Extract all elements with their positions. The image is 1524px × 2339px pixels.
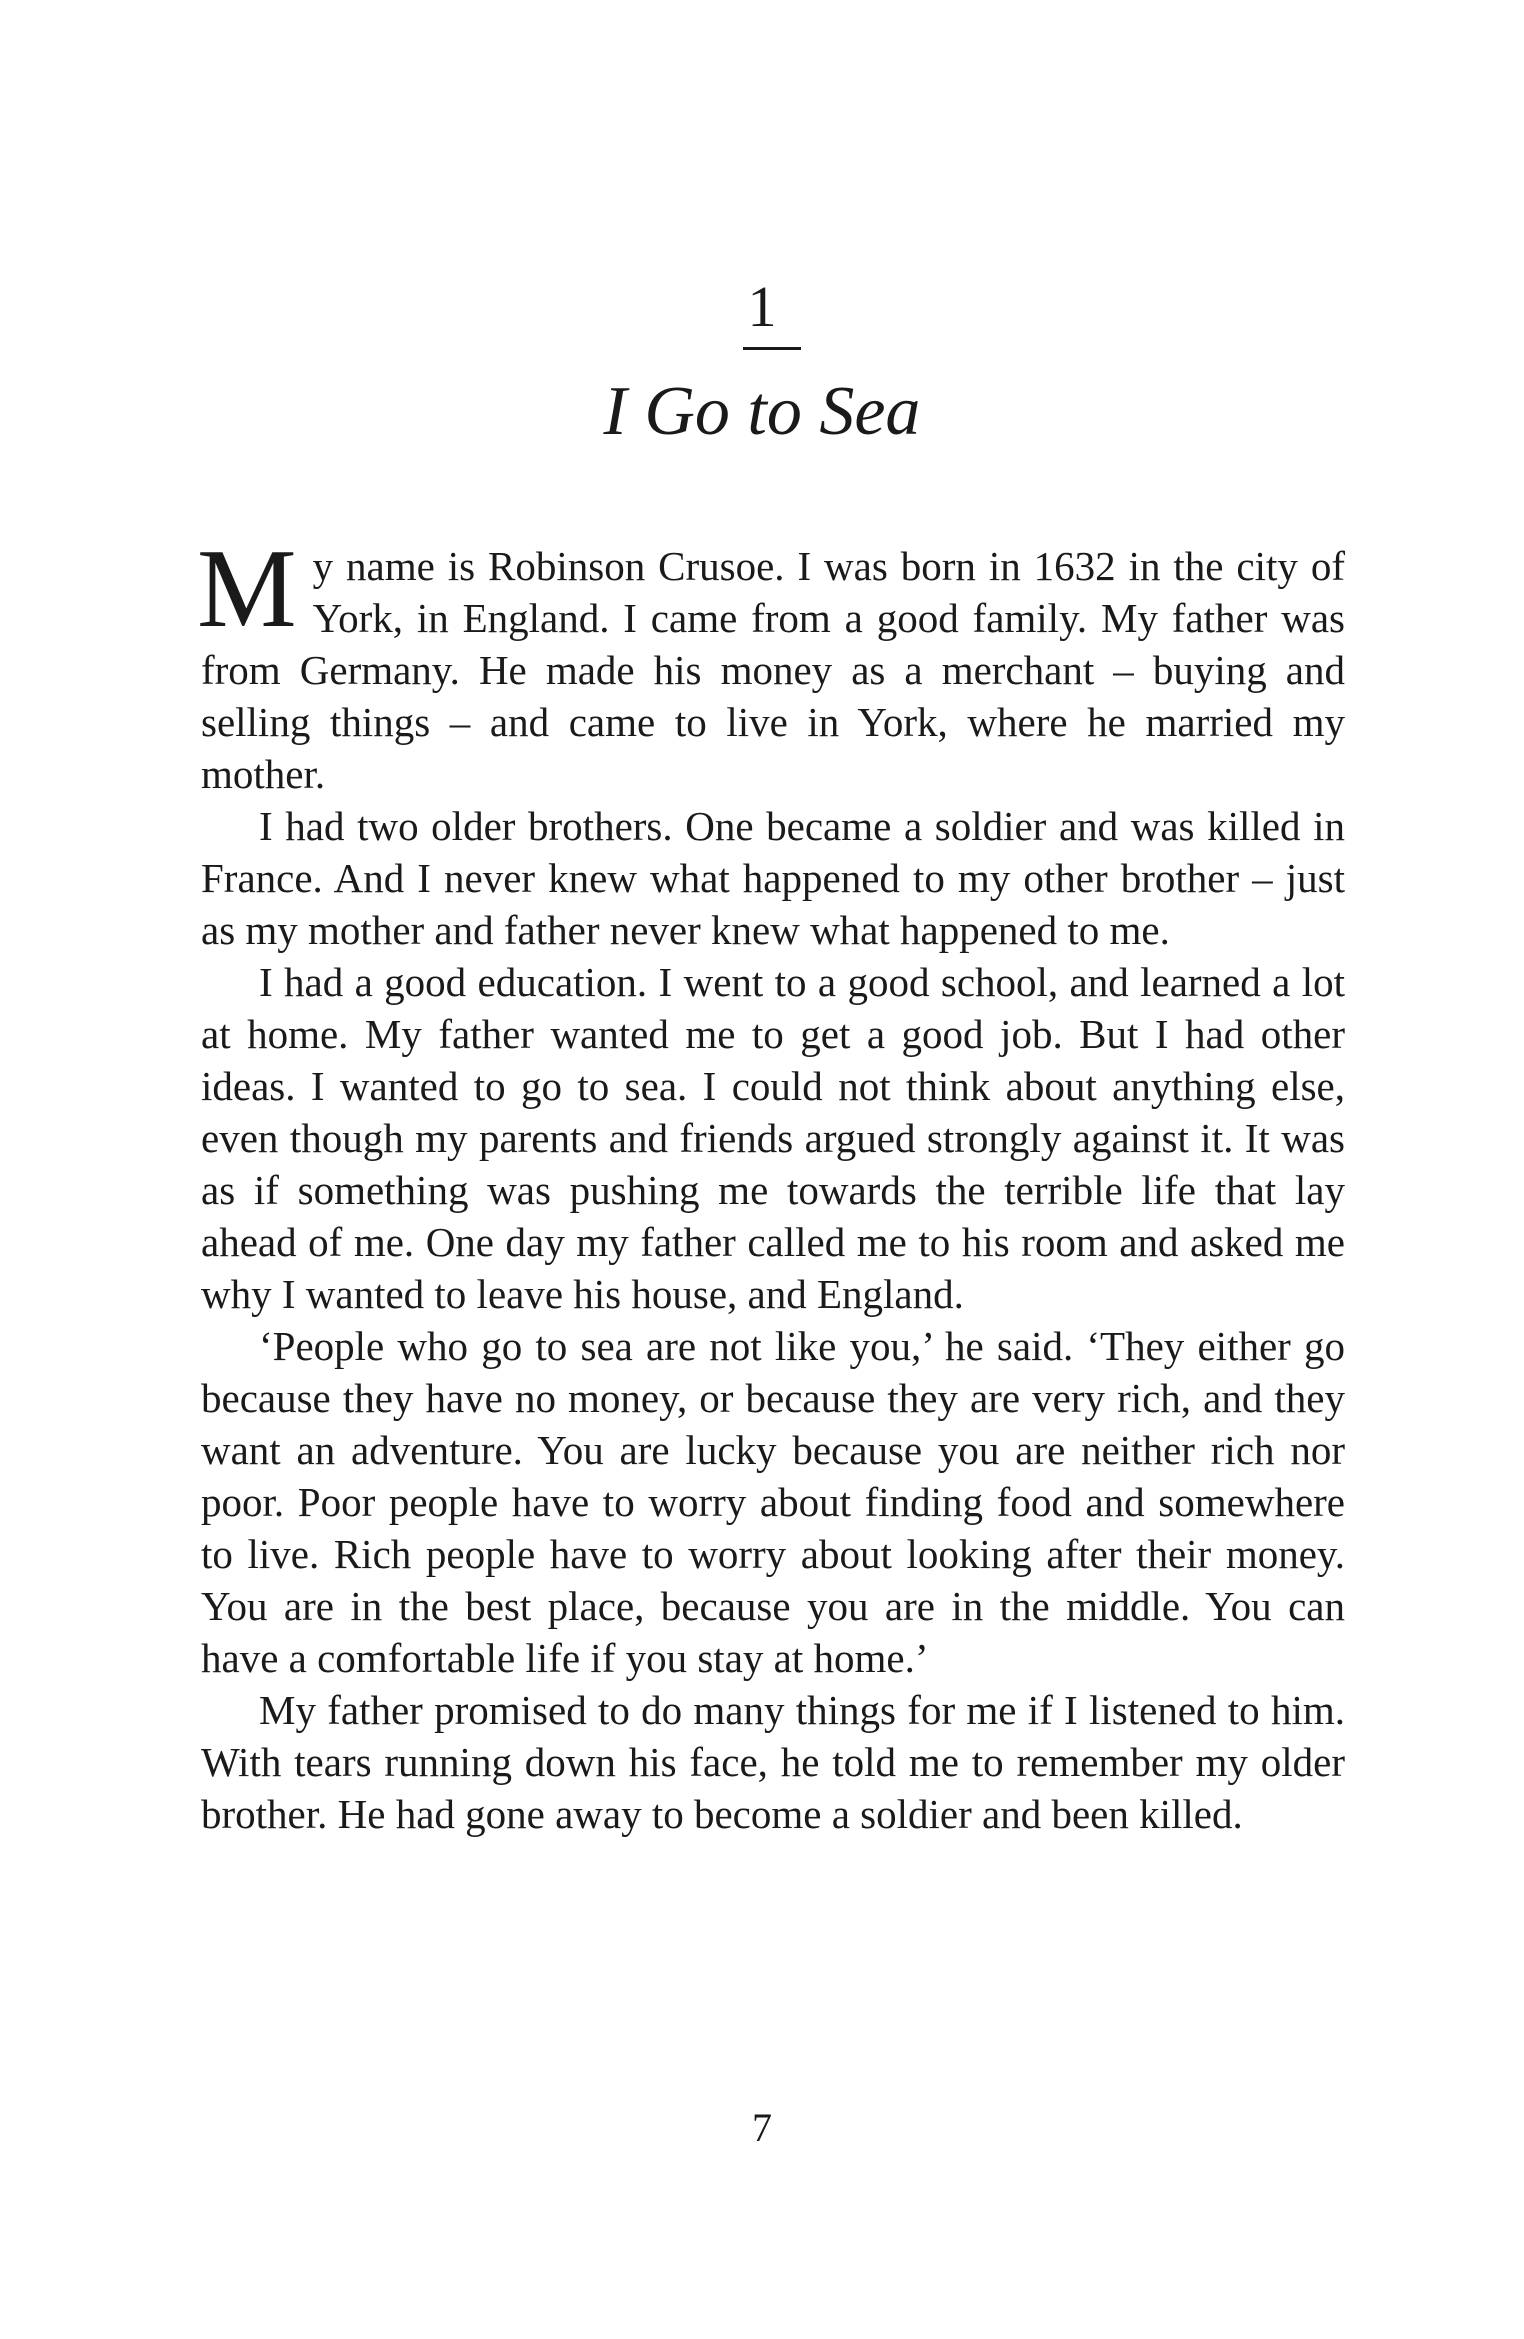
paragraph-1-text: y name is Robinson Crusoe. I was born in 1632 in the city of York, in England. I came from a good family. My father was from Germany. He made his money as a merchant – buying and selling things – and came to live in York, where he married my mother. bbox=[201, 543, 1345, 797]
paragraph-4: ‘People who go to sea are not like you,’ he said. ‘They either go because they have no money, or because they are very rich, and they want an adventure. You are lucky because you are neither rich nor poor. Poor people have to worry about finding food and somewhere to live. Rich people have to worry about looking after their money. You are in the best place, because you are in the middle. You can have a comfortable life if you stay at home.’ bbox=[201, 1323, 1345, 1681]
paragraph-1 bbox=[197, 527, 1345, 800]
paragraph-5: My father promised to do many things for me if I listened to him. With tears running down his face, he told me to remember my older brother. He had gone away to become a soldier and been killed. bbox=[201, 1687, 1345, 1837]
paragraph-2: I had two older brothers. One became a soldier and was killed in France. And I never knew what happened to my other brother – just as my mother and father never knew what happened to me. bbox=[201, 803, 1345, 953]
page-number: 7 bbox=[752, 2105, 772, 2150]
chapter-title: I Go to Sea bbox=[603, 373, 921, 450]
drop-cap: M bbox=[197, 527, 297, 651]
chapter-divider bbox=[743, 347, 801, 350]
body-text bbox=[197, 527, 1345, 1840]
chapter-number: 1 bbox=[747, 274, 777, 339]
paragraph-3: I had a good education. I went to a good school, and learned a lot at home. My father wanted me to get a good job. But I had other ideas. I wanted to go to sea. I could not think about anything else, even though my parents and friends argued strongly against it. It was as if something was pushing me towards the terrible life that lay ahead of me. One day my father called me to his room and asked me why I wanted to leave his house, and England. bbox=[201, 959, 1345, 1317]
